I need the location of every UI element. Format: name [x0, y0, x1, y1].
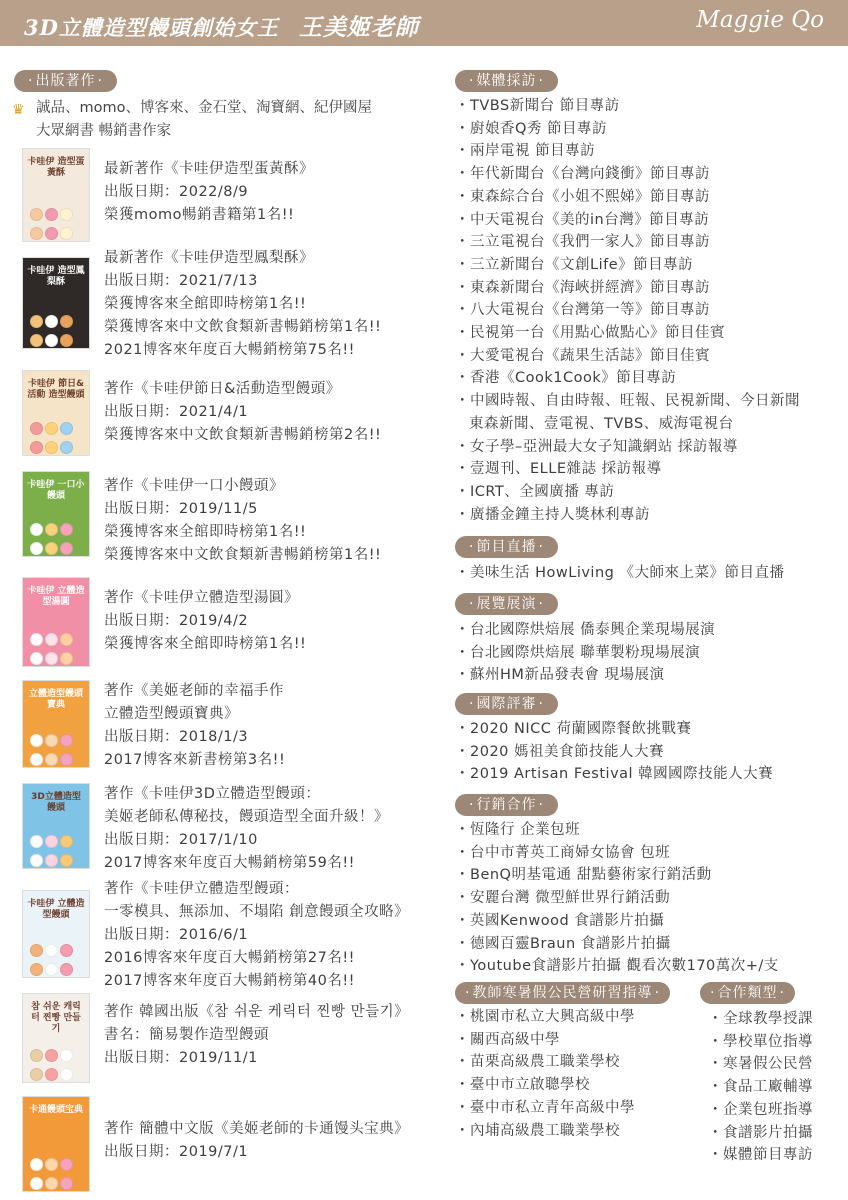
live-item: ・ 美味生活 HowLiving 《大師來上菜》節目直播 — [455, 562, 784, 585]
book-title-line: 著作《卡哇伊一口小饅頭》 — [104, 478, 284, 494]
exhibition-item: ・ 蘇州HM新品發表會 現場展演 — [455, 664, 715, 687]
book-info-line: 美姬老師私傳秘技，饅頭造型全面升級！》 — [104, 809, 389, 825]
media-item: ・ 大愛電視台《蔬果生活誌》節目佳賓 — [455, 345, 800, 368]
book-cover-title: 卡哇伊 節日&活動 造型饅頭 — [27, 379, 85, 400]
cover-illustration — [29, 207, 83, 233]
cover-illustration — [29, 1048, 83, 1074]
book-details — [104, 158, 454, 227]
book-info-line: 出版日期：2016/6/1 — [104, 927, 249, 943]
book-cover-title: 卡哇伊 立體造型饅頭 — [27, 899, 85, 920]
judging-item: ・ 2020 NICC 荷蘭國際餐飲挑戰賽 — [455, 718, 773, 741]
intro-line-1: 誠品、momo、博客來、金石堂、淘寶網、紀伊國屋 — [36, 100, 372, 116]
media-item: ・ 民視第一台《用點心做點心》節目佳賓 — [455, 322, 800, 345]
book-title-line: 著作《卡哇伊節日&活動造型饅頭》 — [104, 381, 341, 397]
book-cover-title: 卡哇伊 一口小饅頭 — [27, 480, 85, 501]
school-item: ・ 關西高級中學 — [455, 1029, 635, 1052]
media-item: ・ 女子學–亞洲最大女子知識網站 採訪報導 — [455, 436, 800, 459]
header-teacher-name: 王美姬老師 — [298, 14, 419, 41]
header-title-text: 3D立體造型饅頭創始女王 — [24, 15, 279, 40]
book-cover-image — [22, 993, 90, 1083]
school-item: ・ 苗栗高級農工職業學校 — [455, 1051, 635, 1074]
book-details — [104, 878, 454, 993]
cover-illustration — [29, 733, 83, 759]
book-title-line: 最新著作《卡哇伊造型蛋黃酥》 — [104, 161, 314, 177]
crown-icon: ♛ — [12, 102, 25, 118]
book-info-line: 2021博客來年度百大暢銷榜第75名!! — [104, 342, 355, 358]
media-item: ・ 壹週刊、ELLE雜誌 採訪報導 — [455, 458, 800, 481]
book-details — [104, 1118, 454, 1164]
marketing-item: ・ 安麗台灣 微型鮮世界行銷活動 — [455, 887, 779, 910]
media-item: ・ ICRT、全國廣播 專訪 — [455, 481, 800, 504]
media-item: ・ TVBS新聞台 節目專訪 — [455, 95, 800, 118]
publications-badge: · 出版著作 · — [14, 70, 117, 92]
book-info-line: 出版日期：2019/11/5 — [104, 501, 258, 517]
marketing-badge: · 行銷合作 · — [455, 794, 558, 816]
book-info-line: 榮獲momo暢銷書籍第1名!! — [104, 207, 295, 223]
book-title-line: 最新著作《卡哇伊造型鳳梨酥》 — [104, 250, 314, 266]
cooperation-item: ・ 媒體節目專訪 — [708, 1144, 813, 1167]
book-info-line: 2017博客來年度百大暢銷榜第40名!! — [104, 973, 355, 989]
media-item: ・ 中國時報、自由時報、旺報、民視新聞、今日新聞 — [455, 390, 800, 413]
media-item: ・ 廣播金鐘主持人獎林利專訪 — [455, 504, 800, 527]
book-info-line: 出版日期：2022/8/9 — [104, 184, 249, 200]
cover-illustration — [29, 421, 83, 447]
book-details — [104, 680, 454, 772]
book-cover-title: 참 쉬운 캐릭터 찐빵 만들기 — [31, 1002, 81, 1034]
book-cover-title: 卡哇伊 立體造型湯圓 — [27, 586, 85, 607]
marketing-item: ・ BenQ明基電通 甜點藝術家行銷活動 — [455, 864, 779, 887]
book-info-line: 書名：簡易製作造型饅頭 — [104, 1027, 269, 1043]
book-details — [104, 378, 454, 447]
cooperation-item: ・ 食品工廠輔導 — [708, 1076, 813, 1099]
book-details — [104, 1001, 454, 1070]
book-cover-title: 卡哇伊 造型蛋黃酥 — [27, 157, 85, 178]
book-title-line: 著作《卡哇伊立體造型饅頭： — [104, 881, 299, 897]
cooperation-item: ・ 全球教學授課 — [708, 1008, 813, 1031]
book-info-line: 榮獲博客來中文飲食類新書暢銷榜第1名!! — [104, 319, 382, 335]
exhibition-list — [455, 619, 715, 687]
teacher-training-badge: · 教師寒暑假公民營研習指導 · — [455, 982, 670, 1004]
book-info-line: 榮獲博客來中文飲食類新書暢銷榜第1名!! — [104, 547, 382, 563]
book-cover-image — [22, 577, 90, 667]
book-title-line: 著作《美姬老師的幸福手作 — [104, 683, 284, 699]
book-title-line: 著作 簡體中文版《美姬老師的卡通馒头宝典》 — [104, 1121, 410, 1137]
judging-item: ・ 2019 Artisan Festival 韓國國際技能人大賽 — [455, 763, 773, 786]
cover-illustration — [29, 632, 83, 658]
judging-list — [455, 718, 773, 786]
cooperation-list — [708, 1008, 813, 1167]
media-item-continuation: 東森新聞、壹電視、TVBS、威海電視台 — [469, 415, 734, 432]
media-item: ・ 廚娘香Q秀 節目專訪 — [455, 118, 800, 141]
cover-illustration — [29, 314, 83, 340]
cooperation-badge: · 合作類型 · — [700, 982, 795, 1004]
media-item: ・ 三立新聞台《文創Life》節目專訪 — [455, 254, 800, 277]
media-item: ・ 香港《Cook1Cook》節目專訪 — [455, 367, 800, 390]
book-info-line: 出版日期：2017/1/10 — [104, 832, 258, 848]
book-info-line: 出版日期：2021/7/13 — [104, 273, 258, 289]
book-details — [104, 587, 454, 656]
marketing-item: ・ 英國Kenwood 食譜影片拍攝 — [455, 910, 779, 933]
book-cover-image — [22, 1096, 90, 1192]
media-item: ・ 中天電視台《美的in台灣》節目專訪 — [455, 209, 800, 232]
book-cover-title: 3D立體造型 饅頭 — [31, 792, 81, 813]
intro-line-2: 大眾網書 暢銷書作家 — [36, 123, 172, 139]
book-info-line: 榮獲博客來全館即時榜第1名!! — [104, 524, 307, 540]
publications-intro — [12, 97, 432, 143]
media-item: ・ 兩岸電視 節目專訪 — [455, 140, 800, 163]
exhibition-item: ・ 台北國際烘焙展 聯華製粉現場展演 — [455, 642, 715, 665]
book-title-line: 著作 韓國出版《참 쉬운 케릭터 찐빵 만들기》 — [104, 1004, 410, 1020]
book-title-line: 著作《卡哇伊立體造型湯圓》 — [104, 590, 299, 606]
book-title-line: 著作《卡哇伊3D立體造型饅頭： — [104, 786, 321, 802]
book-info-line: 出版日期：2019/4/2 — [104, 613, 249, 629]
exhibition-item: ・ 台北國際烘焙展 僑泰興企業現場展演 — [455, 619, 715, 642]
exhibition-badge: · 展覽展演 · — [455, 593, 558, 615]
header-title — [24, 9, 419, 42]
book-cover-title: 卡通饅頭宝典 — [28, 1105, 83, 1115]
book-info-line: 榮獲博客來全館即時榜第1名!! — [104, 636, 307, 652]
judging-item: ・ 2020 媽祖美食節技能人大賽 — [455, 741, 773, 764]
media-item: ・ 八大電視台《台灣第一等》節目專訪 — [455, 299, 800, 322]
book-cover-image — [22, 370, 90, 456]
book-cover-title: 卡哇伊 造型鳳梨酥 — [27, 266, 85, 287]
book-details — [104, 247, 454, 362]
live-list — [455, 562, 784, 585]
marketing-item: ・ 台中市菁英工商婦女協會 包班 — [455, 842, 779, 865]
book-details — [104, 475, 454, 567]
marketing-item: ・ Youtube食譜影片拍攝 觀看次數170萬次+/支 — [455, 955, 779, 978]
cover-illustration — [29, 1157, 83, 1183]
book-cover-image — [22, 783, 90, 869]
cooperation-item: ・ 企業包班指導 — [708, 1099, 813, 1122]
media-badge: · 媒體採訪 · — [455, 70, 558, 92]
marketing-item: ・ 德國百靈Braun 食譜影片拍攝 — [455, 933, 779, 956]
book-info-line: 出版日期：2021/4/1 — [104, 404, 249, 420]
book-info-line: 出版日期：2018/1/3 — [104, 729, 249, 745]
marketing-list — [455, 819, 779, 978]
book-cover-image — [22, 471, 90, 557]
book-info-line: 立體造型饅頭寶典》 — [104, 706, 239, 722]
book-cover-image — [22, 890, 90, 978]
book-cover-title: 立體造型饅頭 寶典 — [28, 689, 83, 710]
judging-badge: · 國際評審 · — [455, 693, 558, 715]
book-info-line: 榮獲博客來中文飲食類新書暢銷榜第2名!! — [104, 427, 382, 443]
book-info-line: 榮獲博客來全館即時榜第1名!! — [104, 296, 307, 312]
live-badge: · 節目直播 · — [455, 536, 558, 558]
media-item: ・ 三立電視台《我們一家人》節目專訪 — [455, 231, 800, 254]
media-item: ・ 東森新聞台《海峽拼經濟》節目專訪 — [455, 277, 800, 300]
cooperation-item: ・ 寒暑假公民營 — [708, 1053, 813, 1076]
school-item: ・ 桃園市私立大興高級中學 — [455, 1006, 635, 1029]
brand-signature: Maggie Qo — [696, 7, 824, 33]
school-item: ・ 臺中市立啟聰學校 — [455, 1074, 635, 1097]
book-info-line: 出版日期：2019/11/1 — [104, 1050, 258, 1066]
teacher-training-list — [455, 1006, 635, 1142]
cover-illustration — [29, 522, 83, 548]
book-info-line: 2016博客來年度百大暢銷榜第27名!! — [104, 950, 355, 966]
cooperation-item: ・ 學校單位指導 — [708, 1031, 813, 1054]
media-item: ・ 東森綜合台《小姐不熙娣》節目專訪 — [455, 186, 800, 209]
book-details — [104, 783, 454, 875]
media-list — [455, 95, 800, 526]
cover-illustration — [29, 943, 83, 969]
school-item: ・ 臺中市私立青年高級中學 — [455, 1097, 635, 1120]
book-cover-image — [22, 148, 90, 242]
book-cover-image — [22, 680, 90, 768]
cover-illustration — [29, 834, 83, 860]
book-info-line: 2017博客來年度百大暢銷榜第59名!! — [104, 855, 355, 871]
book-info-line: 出版日期：2019/7/1 — [104, 1144, 249, 1160]
header-banner — [0, 0, 848, 46]
book-cover-image — [22, 257, 90, 349]
media-item: ・ 年代新聞台《台灣向錢衝》節目專訪 — [455, 163, 800, 186]
marketing-item: ・ 恆隆行 企業包班 — [455, 819, 779, 842]
cooperation-item: ・ 食譜影片拍攝 — [708, 1122, 813, 1145]
school-item: ・ 內埔高級農工職業學校 — [455, 1120, 635, 1143]
book-info-line: 一零模具、無添加、不塌陷 創意饅頭全攻略》 — [104, 904, 410, 920]
book-info-line: 2017博客來新書榜第3名!! — [104, 752, 286, 768]
